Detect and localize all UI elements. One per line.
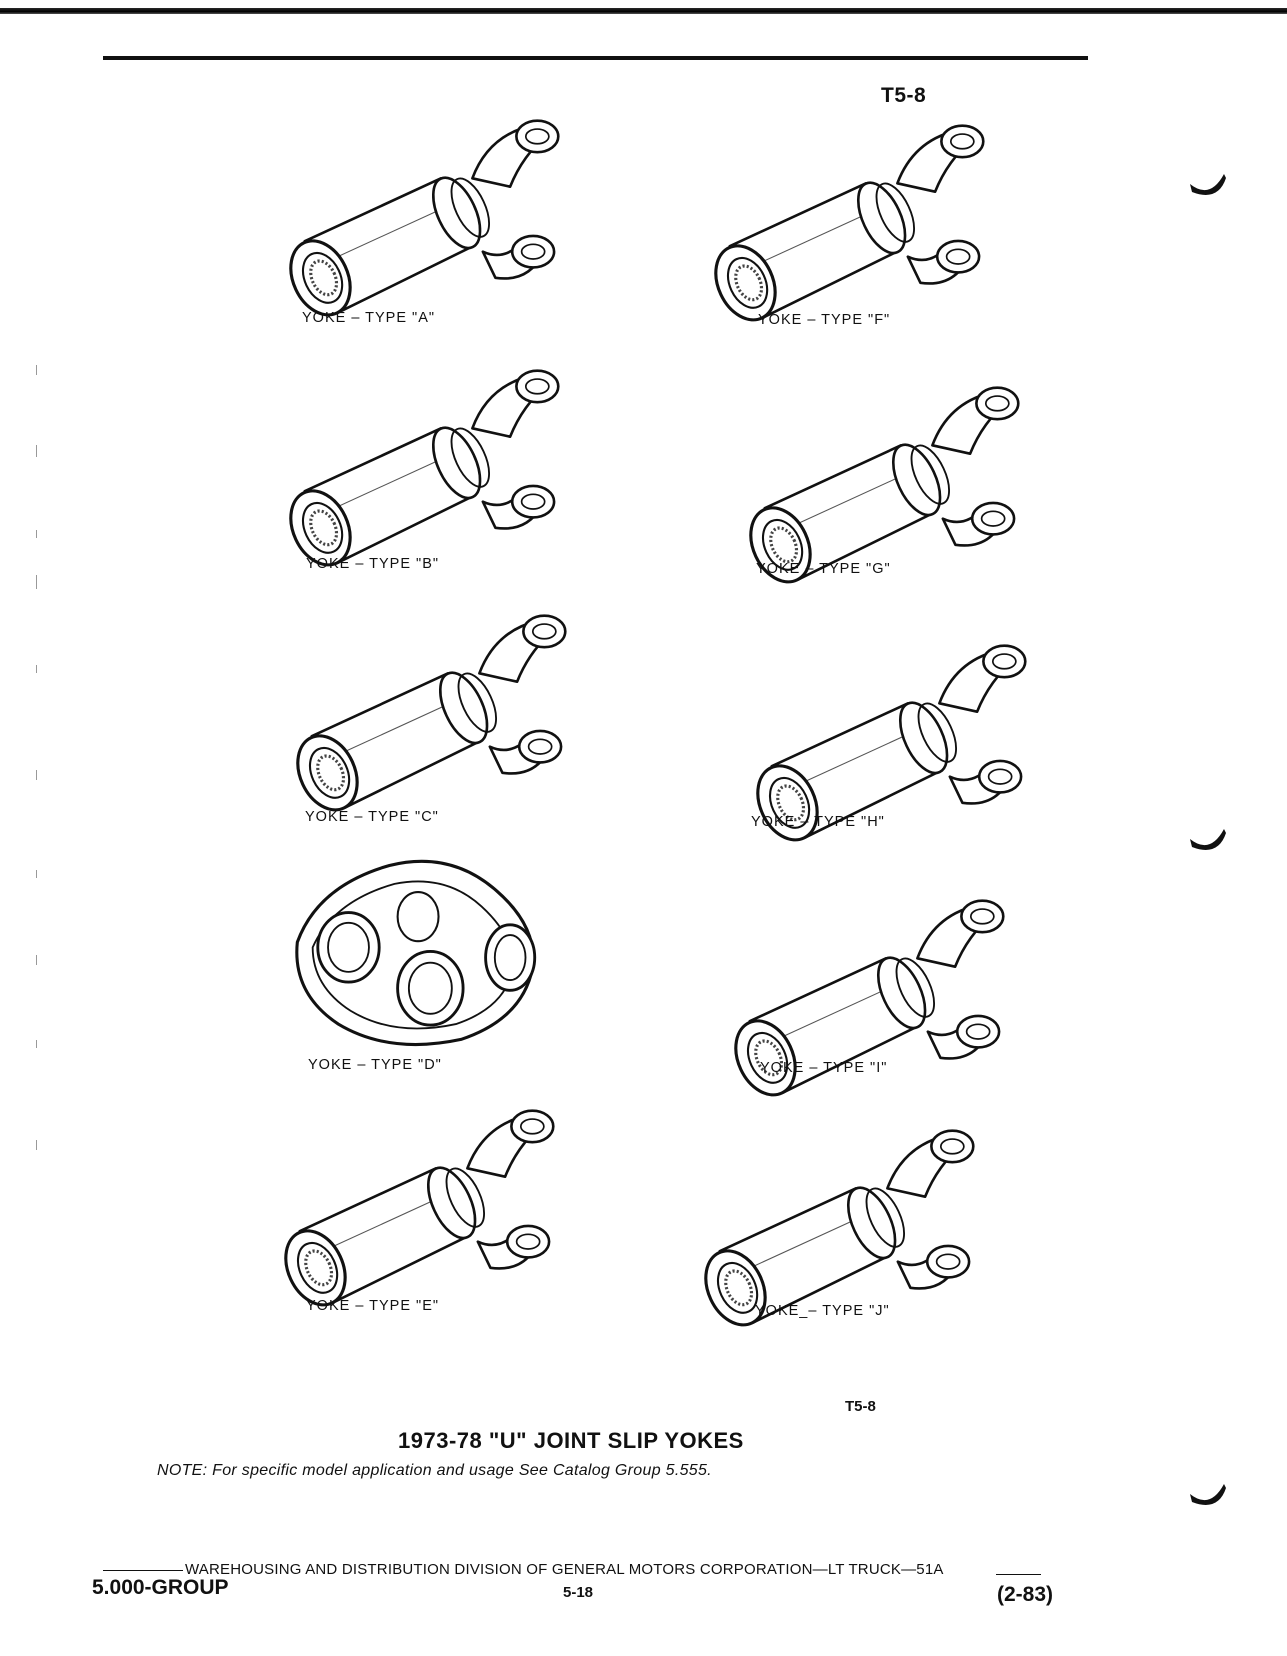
catalog-note: NOTE: For specific model application and usage See Catalog Group 5.555.	[157, 1462, 712, 1479]
group-label: 5.000-GROUP	[92, 1576, 229, 1599]
binder-mark-top	[1188, 170, 1228, 204]
yoke-type-g-illustration	[715, 372, 1045, 592]
yoke-type-b-caption: YOKE – TYPE "B"	[306, 556, 440, 572]
yoke-type-e-illustration	[250, 1095, 580, 1315]
page-number: 5-18	[563, 1584, 594, 1601]
page-code-top: T5-8	[881, 84, 927, 107]
yoke-type-j-caption: YOKE_– TYPE "J"	[755, 1303, 890, 1319]
yoke-type-d-caption: YOKE – TYPE "D"	[308, 1057, 442, 1073]
yoke-type-g-caption: YOKE – TYPE "G"	[756, 561, 891, 577]
scan-speck	[36, 530, 37, 538]
footer-line	[103, 1561, 944, 1578]
binder-mark-bottom	[1188, 1480, 1228, 1514]
scan-speck	[36, 365, 37, 375]
scan-speck	[36, 1040, 37, 1048]
scan-speck	[36, 445, 37, 457]
footer-dash-right	[996, 1574, 1041, 1575]
yoke-type-j-illustration	[670, 1115, 1000, 1335]
yoke-type-c-illustration	[262, 600, 592, 820]
yoke-type-d-illustration	[250, 845, 580, 1065]
yoke-type-c-caption: YOKE – TYPE "C"	[305, 809, 439, 825]
yoke-type-e-caption: YOKE – TYPE "E"	[306, 1298, 440, 1314]
yoke-type-i-caption: YOKE – TYPE "I"	[760, 1060, 888, 1076]
footer-dash-left	[103, 1570, 183, 1571]
scan-speck	[36, 1140, 37, 1150]
scan-speck	[36, 665, 37, 673]
scan-edge-rule	[0, 8, 1287, 14]
yoke-type-f-caption: YOKE – TYPE "F"	[758, 312, 891, 328]
scan-speck	[36, 770, 37, 780]
scan-speck	[36, 870, 37, 878]
revision-date: (2-83)	[997, 1583, 1054, 1606]
binder-mark-middle	[1188, 825, 1228, 859]
page-code-bottom: T5-8	[845, 1398, 876, 1415]
scan-speck	[36, 955, 37, 965]
scan-speck	[36, 575, 37, 589]
yoke-type-a-illustration	[255, 105, 585, 325]
yoke-type-a-caption: YOKE – TYPE "A"	[302, 310, 436, 326]
yoke-type-b-illustration	[255, 355, 585, 575]
page-title: 1973-78 "U" JOINT SLIP YOKES	[398, 1428, 744, 1453]
header-rule	[103, 56, 1088, 60]
footer-text: WAREHOUSING AND DISTRIBUTION DIVISION OF GENERAL MOTORS CORPORATION—LT TRUCK—51A	[185, 1561, 944, 1578]
yoke-type-f-illustration	[680, 110, 1010, 330]
yoke-type-h-caption: YOKE – TYPE "H"	[751, 814, 885, 830]
